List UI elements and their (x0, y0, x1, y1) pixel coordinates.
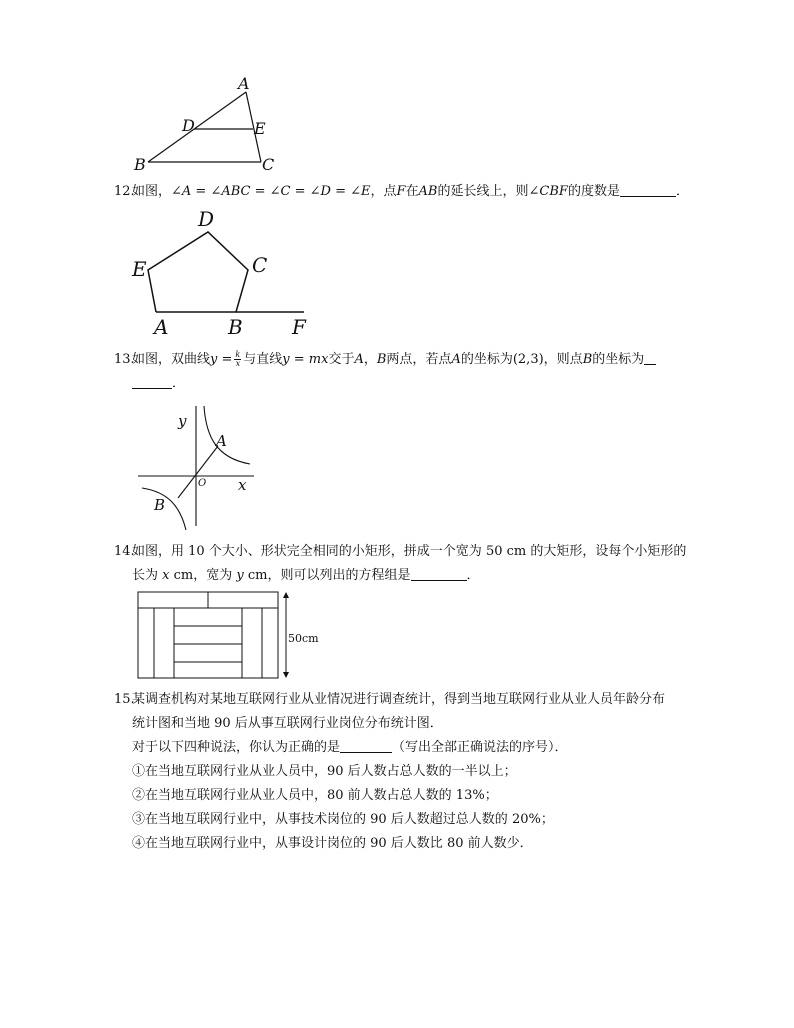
fraction-k-over-x: $\frac{k}{x}$ (235, 350, 241, 368)
text: 某调查机构对某地互联网行业从业情况进行调查统计，得到当地互联网行业从业人员年龄分布 (132, 692, 666, 707)
point-label-a: A (216, 432, 227, 450)
question-12 (114, 182, 689, 202)
text: 交于 (328, 352, 355, 367)
math-expr: y = (210, 352, 233, 367)
statement-3: ③在当地互联网行业中，从事技术岗位的 90 后人数超过总人数的 20%； (132, 812, 554, 827)
question-number: 13. (114, 352, 135, 367)
origin-label: O (198, 478, 207, 489)
text: 的度数是 (567, 184, 620, 199)
vertex-label-b: B (134, 155, 146, 174)
answer-blank-part1[interactable] (644, 351, 656, 365)
text: ． (172, 376, 186, 391)
axis-label-x: x (238, 476, 247, 494)
math-var: A (451, 352, 461, 367)
text: ，则点 (543, 352, 583, 367)
question-number: 12. (114, 184, 135, 199)
text: （写出全部正确说法的序号）． (392, 740, 568, 755)
math-expr: y = mx (282, 352, 329, 367)
math-var: x (162, 568, 170, 583)
text: ， (363, 352, 377, 367)
triangle-figure (128, 74, 288, 176)
text: 的延长线上，则 (437, 184, 529, 199)
vertex-label-e: E (132, 257, 147, 281)
question-15 (114, 690, 665, 710)
question-14-line2 (132, 566, 480, 586)
question-13-line2 (132, 374, 185, 394)
text: ． (466, 568, 480, 583)
answer-blank[interactable] (620, 183, 676, 197)
statement-2: ②在当地互联网行业从业人员中，80 前人数占总人数的 13%； (132, 788, 498, 803)
text: 的坐标为 (592, 352, 645, 367)
vertex-label-d: D (182, 116, 195, 135)
text: 两点，若点 (386, 352, 452, 367)
math-var: B (376, 352, 387, 367)
answer-blank[interactable] (340, 739, 392, 753)
vertex-label-c: C (252, 253, 268, 277)
statement-1: ①在当地互联网行业从业人员中，90 后人数占总人数的一半以上； (132, 764, 517, 779)
answer-blank-part2[interactable] (132, 375, 172, 389)
question-13 (114, 350, 656, 370)
math-var: AB (418, 184, 438, 199)
hyperbola-figure (128, 402, 258, 530)
text: cm，则可以列出的方程组是 (247, 568, 411, 583)
question-number: 14. (114, 544, 135, 559)
vertex-label-e: E (254, 119, 266, 138)
text: 与直线 (243, 352, 283, 367)
rectangles-figure (136, 590, 326, 682)
question-number: 15. (114, 692, 135, 707)
text: 长为 (132, 568, 159, 583)
math-var: y (236, 568, 244, 583)
text: 如图，用 10 个大小、形状完全相同的小矩形，拼成一个宽为 50 cm 的大矩形，设每个小矩形的 (132, 544, 687, 559)
axis-label-y: y (178, 412, 187, 430)
text: 如图， (132, 184, 172, 199)
vertex-label-d: D (198, 207, 215, 231)
height-label: 50cm (288, 632, 319, 645)
math-angle: ∠CBF (528, 184, 568, 199)
math-var: A (354, 352, 364, 367)
text: 统计图和当地 90 后从事互联网行业岗位分布统计图． (132, 716, 443, 731)
math-var: B (582, 352, 593, 367)
vertex-label-b: B (228, 315, 243, 339)
text: ． (675, 184, 689, 199)
point-label-b: B (154, 496, 166, 514)
vertex-label-a: A (154, 315, 169, 339)
answer-blank[interactable] (411, 567, 467, 581)
math-var: F (396, 184, 406, 199)
pentagon-figure (128, 206, 328, 340)
vertex-label-a: A (238, 74, 250, 93)
coordinate: (2,3) (512, 352, 544, 367)
math-angles: ∠A = ∠ABC = ∠C = ∠D = ∠E (171, 184, 371, 199)
vertex-label-c: C (262, 155, 275, 174)
question-14 (114, 542, 686, 562)
text: 在 (405, 184, 419, 199)
text: 的坐标为 (460, 352, 513, 367)
text: 对于以下四种说法，你认为正确的是 (132, 740, 341, 755)
text: 如图，双曲线 (132, 352, 211, 367)
text: ，点 (370, 184, 397, 199)
statement-4: ④在当地互联网行业中，从事设计岗位的 90 后人数比 80 前人数少． (132, 836, 533, 851)
question-15-line2 (132, 714, 443, 734)
question-15-line3 (132, 738, 568, 758)
vertex-label-f: F (292, 315, 306, 339)
text: cm，宽为 (173, 568, 233, 583)
